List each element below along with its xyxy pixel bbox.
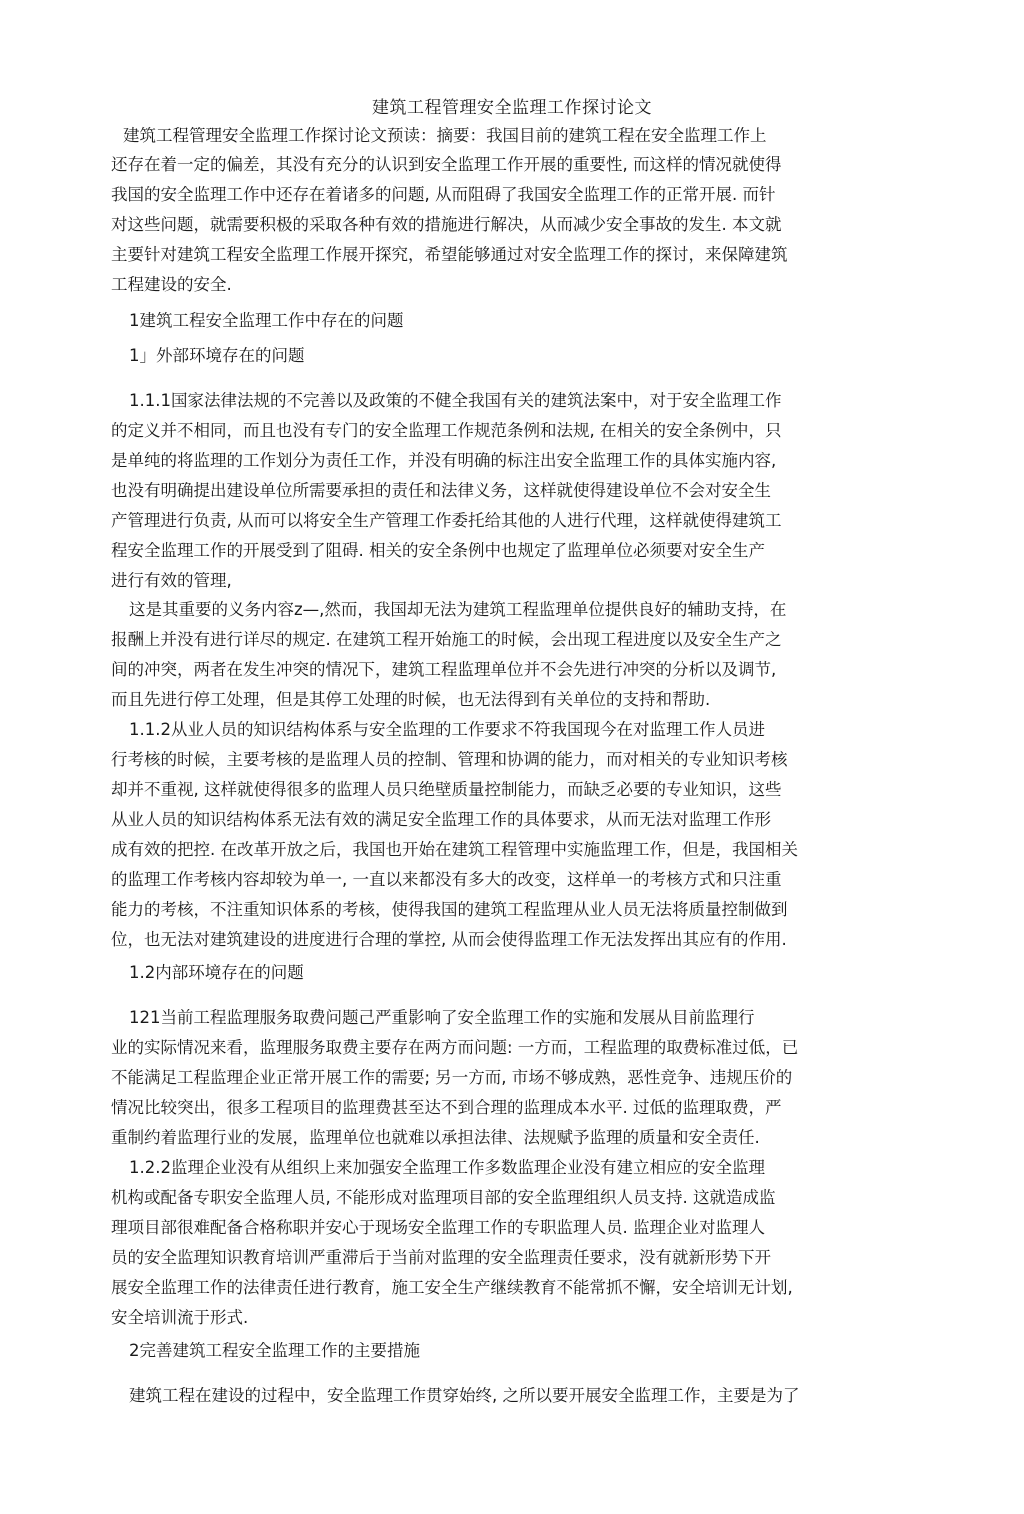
paragraph-line: 间的冲突，两者在发生冲突的情况下，建筑工程监理单位并不会先进行冲突的分析以及调节, [111,660,777,679]
paragraph-line: 行考核的时候，主要考核的是监理人员的控制、管理和协调的能力，而对相关的专业知识考核 [111,750,788,769]
paragraph-line: 而且先进行停工处理，但是其停工处理的时候，也无法得到有关单位的支持和帮助. [111,690,711,709]
paragraph-line: 这是其重要的义务内容z—,然而，我国却无法为建筑工程监理单位提供良好的辅助支持，在 [129,600,787,619]
paragraph-line: 从业人员的知识结构体系无法有效的满足安全监理工作的具体要求，从而无法对监理工作形 [111,810,771,829]
paragraph-line: 进行有效的管理, [111,571,232,590]
paragraph-line: 主要针对建筑工程安全监理工作展开探究，希望能够通过对安全监理工作的探讨，来保障建筑 [111,245,788,264]
paragraph-line: 程安全监理工作的开展受到了阻碍. 相关的安全条例中也规定了监理单位必须要对安全生产 [111,541,765,560]
paragraph-line: 员的安全监理知识教育培训严重滞后于当前对监理的安全监理责任要求，没有就新形势下开 [111,1248,771,1267]
paragraph-line: 产管理进行负责, 从而可以将安全生产管理工作委托给其他的人进行代理，这样就使得建筑工 [111,511,782,530]
paragraph-line: 机构或配备专职安全监理人员, 不能形成对监理项目部的安全监理组织人员支持. 这就造成监 [111,1188,776,1207]
paragraph-line: 1.2.2监理企业没有从组织上来加强安全监理工作多数监理企业没有建立相应的安全监理 [129,1158,765,1177]
paragraph-line: 也没有明确提出建设单位所需要承担的责任和法律义务，这样就使得建设单位不会对安全生 [111,481,771,500]
paragraph-line: 建筑工程管理安全监理工作探讨论文预读：摘要：我国目前的建筑工程在安全监理工作上 [123,126,767,145]
subsection-heading: 1」外部环境存在的问题 [129,346,305,365]
paragraph-line: 成有效的把控. 在改革开放之后，我国也开始在建筑工程管理中实施监理工作，但是，我国相关 [111,840,798,859]
paragraph-line: 报酬上并没有进行详尽的规定. 在建筑工程开始施工的时候，会出现工程进度以及安全生产之 [111,630,782,649]
paragraph-line: 业的实际情况来看，监理服务取费主要存在两方而问题: 一方而，工程监理的取费标准过低，已 [111,1038,799,1057]
paragraph-line: 还存在着一定的偏差，其没有充分的认识到安全监理工作开展的重要性, 而这样的情况就使得 [111,155,782,174]
paragraph-line: 对这些问题，就需要积极的采取各种有效的措施进行解决，从而减少安全事故的发生. 本文就 [111,215,782,234]
document-title: 建筑工程管理安全监理工作探讨论文 [372,98,652,118]
paragraph-line: 工程建设的安全. [111,275,232,294]
paragraph-line: 重制约着监理行业的发展，监理单位也就难以承担法律、法规赋予监理的质量和安全责任. [111,1128,760,1147]
paragraph-line: 的监理工作考核内容却较为单一, 一直以来都没有多大的改变，这样单一的考核方式和只注重 [111,870,782,889]
subsection-heading: 1.2内部环境存在的问题 [129,963,304,982]
paragraph-line: 能力的考核，不注重知识体系的考核，使得我国的建筑工程监理从业人员无法将质量控制做到 [111,900,788,919]
paragraph-line: 的定义并不相同，而且也没有专门的安全监理工作规范条例和法规, 在相关的安全条例中，只 [111,421,782,440]
paragraph-line: 121当前工程监理服务取费问题己严重影响了安全监理工作的实施和发展从目前监理行 [129,1008,755,1027]
paragraph-line: 建筑工程在建设的过程中，安全监理工作贯穿始终, 之所以要开展安全监理工作，主要是为了 [129,1386,800,1405]
paragraph-line: 我国的安全监理工作中还存在着诸多的问题, 从而阻碍了我国安全监理工作的正常开展. 而针 [111,185,776,204]
paragraph-line: 1.1.2从业人员的知识结构体系与安全监理的工作要求不符我国现今在对监理工作人员进 [129,720,765,739]
paragraph-line: 展安全监理工作的法律责任进行教育，施工安全生产继续教育不能常抓不懈，安全培训无计划, [111,1278,793,1297]
section-heading: 2完善建筑工程安全监理工作的主要措施 [129,1341,420,1360]
section-heading: 1建筑工程安全监理工作中存在的问题 [129,311,404,330]
paragraph-line: 不能满足工程监理企业正常开展工作的需要; 另一方而, 市场不够成熟，恶性竞争、违规压价的 [111,1068,793,1087]
paragraph-line: 却并不重视, 这样就使得很多的监理人员只绝壁质量控制能力，而缺乏必要的专业知识，这些 [111,780,782,799]
paragraph-line: 情况比较突出，很多工程项目的监理费甚至达不到合理的监理成本水平. 过低的监理取费，严 [111,1098,782,1117]
paragraph-line: 位，也无法对建筑建设的进度进行合理的掌控, 从而会使得监理工作无法发挥出其应有的作用. [111,930,787,949]
paragraph-line: 是单纯的将监理的工作划分为责任工作，并没有明确的标注出安全监理工作的具体实施内容, [111,451,777,470]
paragraph-line: 安全培训流于形式. [111,1308,249,1327]
paragraph-line: 1.1.1国家法律法规的不完善以及政策的不健全我国有关的建筑法案中，对于安全监理工作 [129,391,782,410]
paragraph-line: 理项目部很难配备合格称职并安心于现场安全监理工作的专职监理人员. 监理企业对监理人 [111,1218,765,1237]
